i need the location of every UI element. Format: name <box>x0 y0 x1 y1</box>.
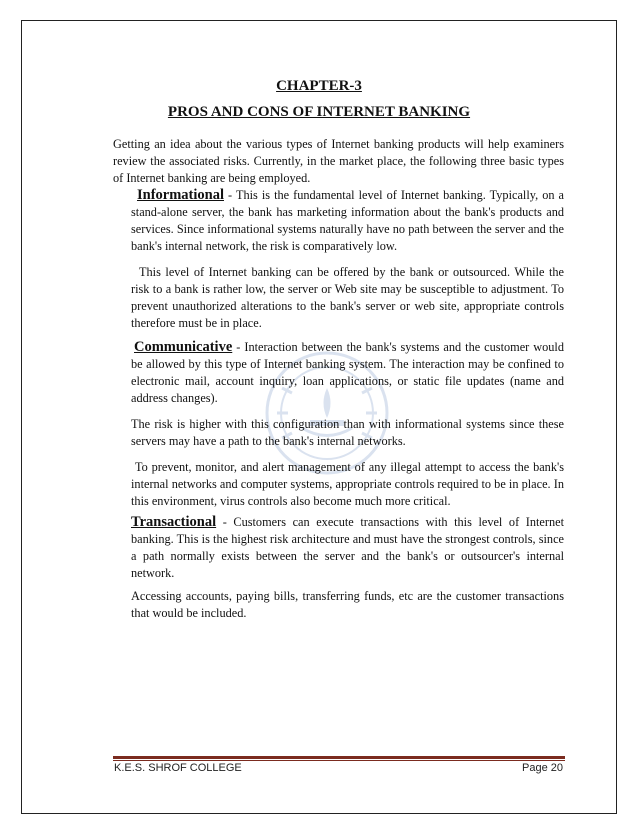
transactional-paragraph <box>131 514 564 582</box>
footer-college-name: K.E.S. SHROF COLLEGE <box>114 762 242 774</box>
chapter-title: PROS AND CONS OF INTERNET BANKING <box>167 104 471 120</box>
chapter-heading: CHAPTER-3 <box>276 78 362 94</box>
transactional-text: - Customers can execute transactions with this level of Internet banking. This is the highest risk architecture and must have the strongest controls, since a path normally exists between the server and the bank's or outsourcer's internal network. <box>131 515 564 580</box>
communicative-heading: Communicative <box>134 339 233 355</box>
informational-paragraph-2: This level of Internet banking can be offered by the bank or outsourced. While the risk to a bank is rather low, the server or Web site may be susceptible to adjustment. To prevent unauthorized alterations to the bank's server or web site, appropriate controls therefore must be in place. <box>131 265 564 330</box>
communicative-text: - Interaction between the bank's systems and the customer would be allowed by this type of Internet banking system. The interaction may be confined to electronic mail, account inquiry, loan applications, or static file updates (name and address changes). <box>131 340 564 405</box>
communicative-paragraph-2: The risk is higher with this configuration than with informational systems since these servers may have a path to the bank's internal networks. <box>131 417 564 448</box>
footer-rule-thick <box>113 756 565 759</box>
informational-paragraph <box>131 187 564 255</box>
informational-heading: Informational <box>137 187 224 203</box>
footer-rule-thin <box>113 760 565 761</box>
communicative-paragraph-3: To prevent, monitor, and alert management of any illegal attempt to access the bank's internal networks and computer systems, appropriate controls required to be in place. In this environment, virus controls also become much more critical. <box>131 460 564 508</box>
intro-paragraph: Getting an idea about the various types of Internet banking products will help examiners review the associated risks. Currently, in the market place, the following three basic types of Internet banking are being employed. <box>113 137 564 185</box>
transactional-heading: Transactional <box>131 514 217 530</box>
informational-text: - This is the fundamental level of Internet banking. Typically, on a stand-alone server, the bank has marketing information about the bank's products and services. Since informational systems naturally have no path between the server and the bank's internal network, the risk is comparatively low. <box>131 188 564 253</box>
footer-page-number: Page 20 <box>522 762 563 774</box>
transactional-paragraph-2: Accessing accounts, paying bills, transferring funds, etc are the customer transactions that would be included. <box>131 589 564 620</box>
communicative-paragraph <box>131 339 564 407</box>
